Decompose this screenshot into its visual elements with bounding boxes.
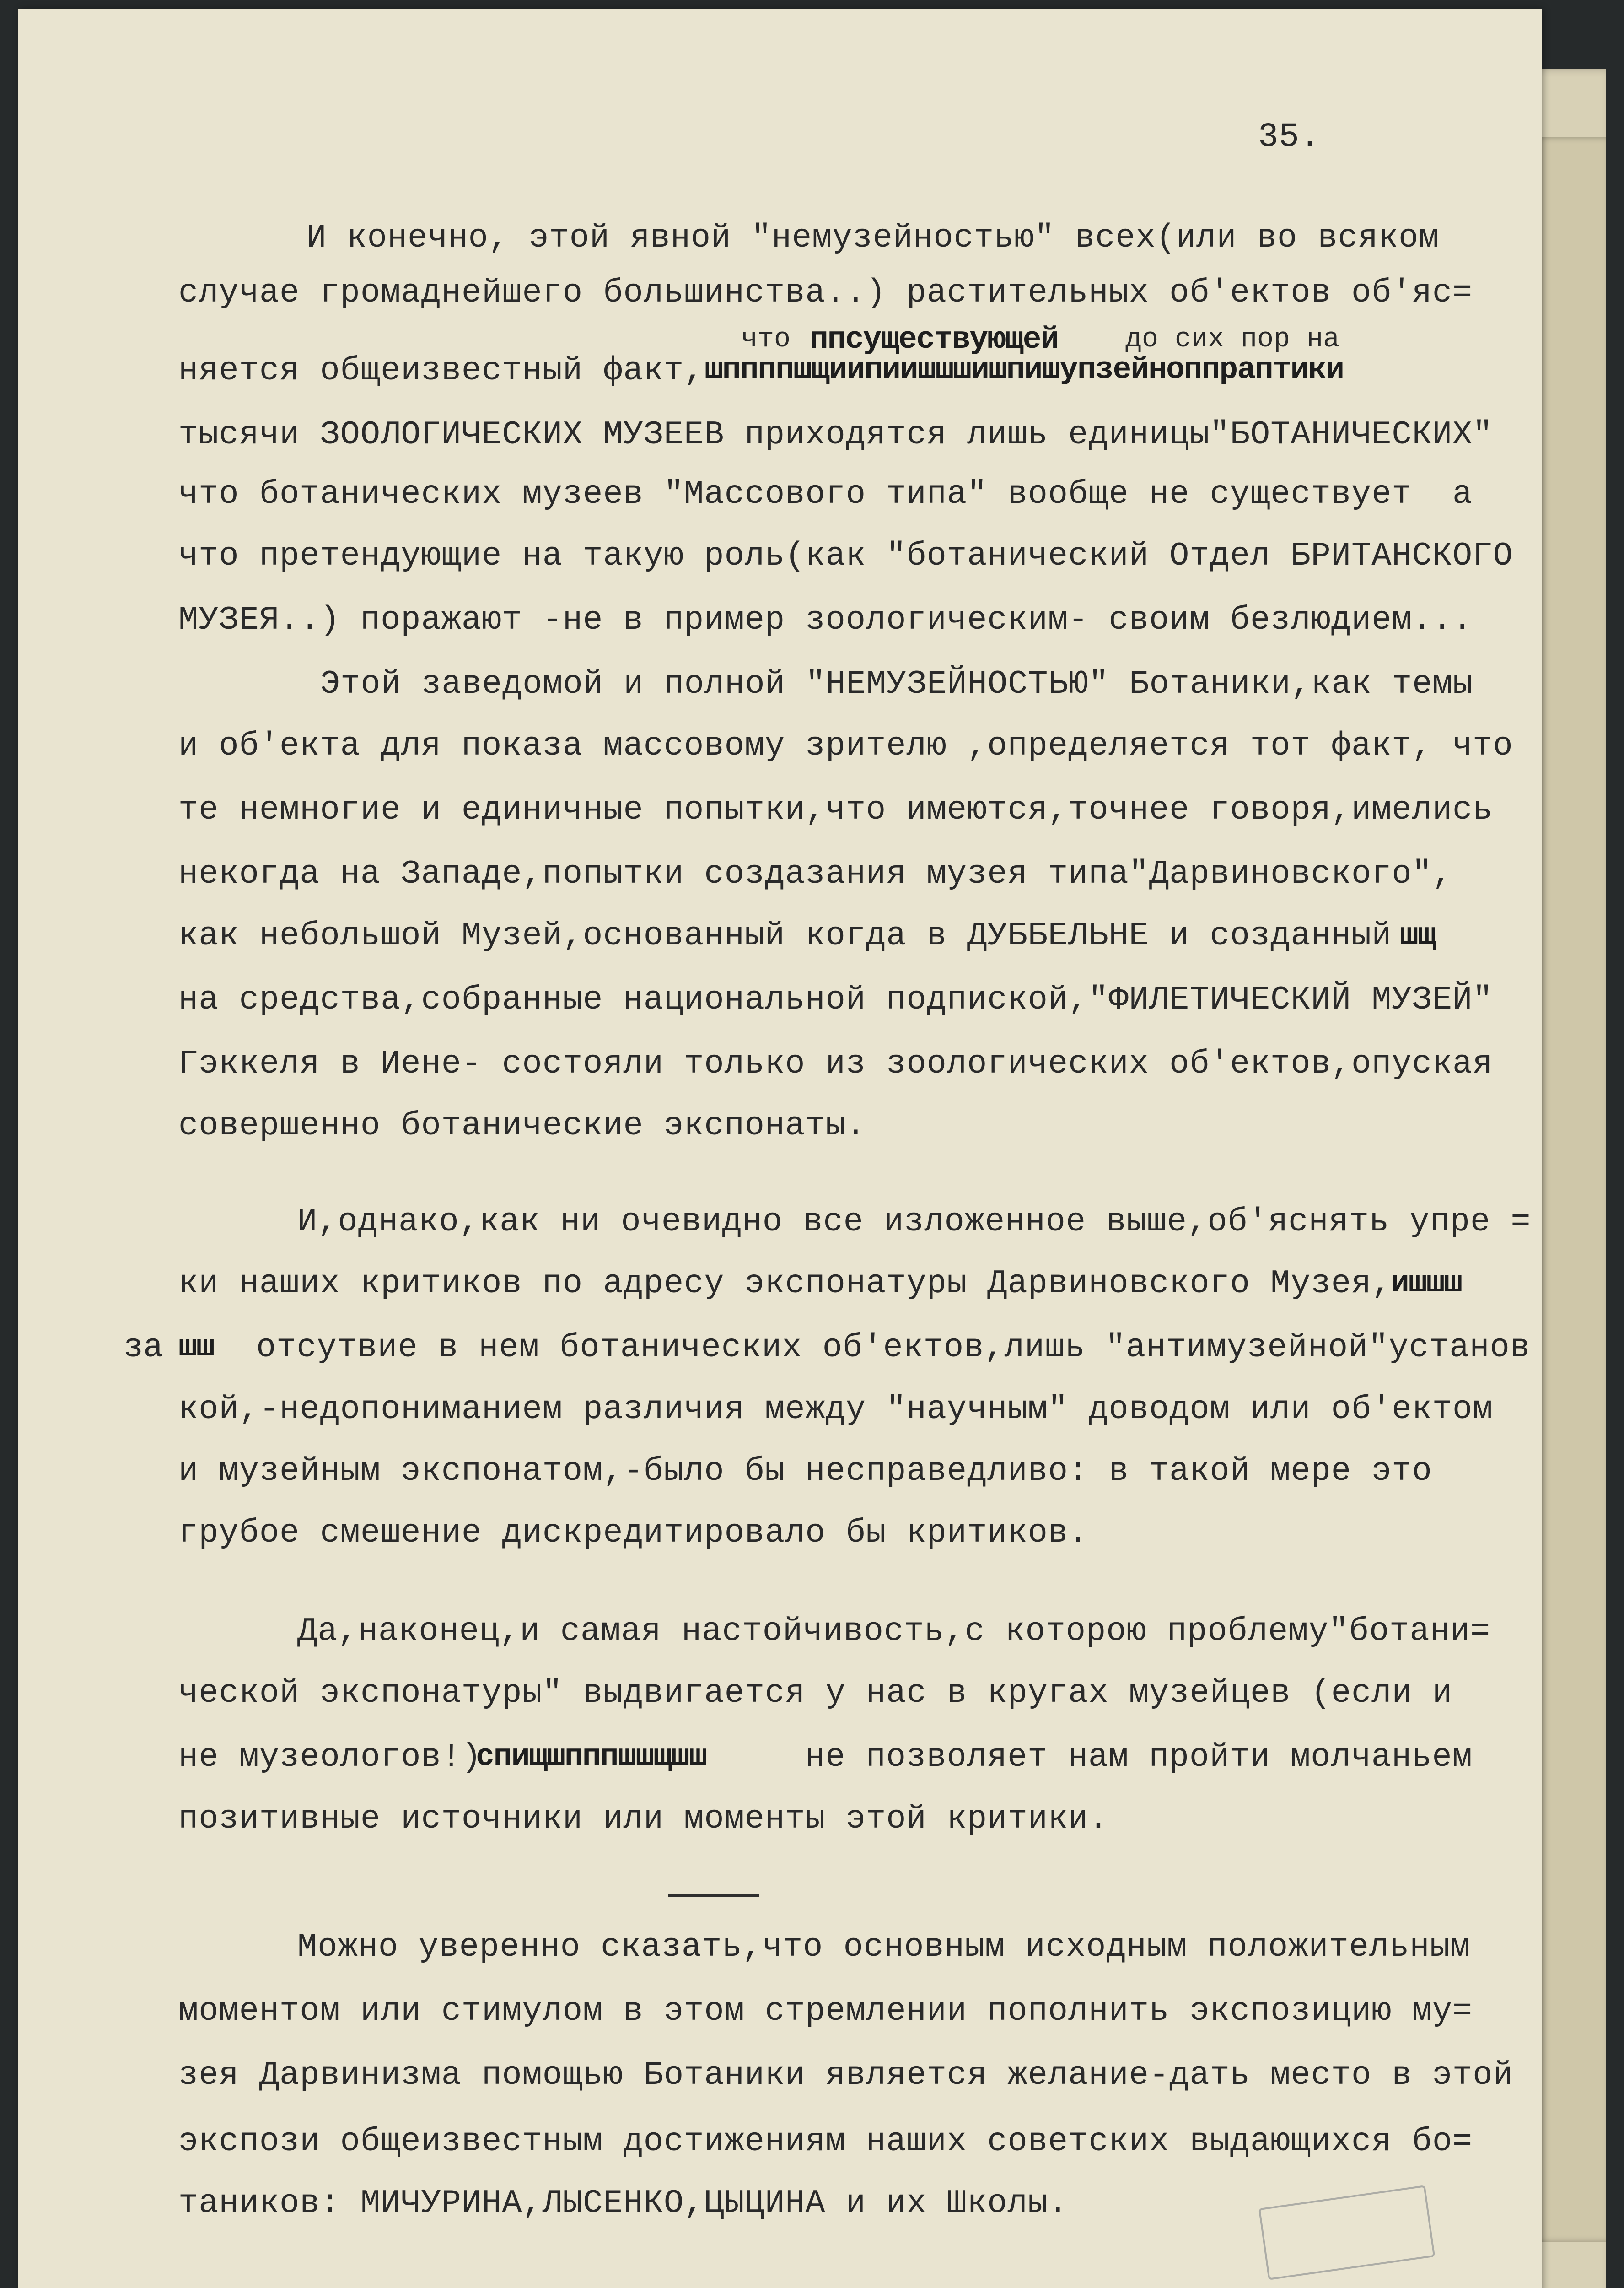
text-line-21: грубое смешение дискредитировало бы критиков. [178, 1514, 1089, 1552]
text-line-8: Этой заведомой и полной "НЕМУЗЕЙНОСТЬЮ" Ботаники,как темы [320, 665, 1473, 703]
text-line-20: и музейным экспонатом,-было бы несправедливо: в такой мере это [178, 1452, 1432, 1490]
typewritten-page [18, 9, 1542, 2288]
text-line-5: что ботанических музеев "Массового типа" вообще не существует а [178, 475, 1473, 513]
page-number: 35. [1258, 118, 1321, 156]
struck-text-line-24: спищшпппшшщшш [476, 1739, 707, 1775]
interlinear-insert-what: что [741, 324, 791, 355]
text-line-2: случае громаднейшего большинства..) растительных об'ектов об'яс= [178, 274, 1473, 312]
text-line-23: ческой экспонатуры" выдвигается у нас в кругах музейцев (если и [178, 1674, 1453, 1712]
struck-text-line-3: шппппшщиипиишшшишпишупзейноппраптики [704, 352, 1344, 388]
struck-interlinear: ппсуществующей [810, 322, 1059, 357]
text-line-10: те немногие и единичные попытки,что имеются,точнее говоря,имелись [178, 791, 1493, 829]
text-line-30: таников: МИЧУРИНА,ЛЫСЕНКО,ЦЫЦИНА и их Школы. [178, 2185, 1069, 2222]
text-line-3: няется общеизвестный факт, [178, 352, 704, 389]
text-line-9: и об'екта для показа массовому зрителю ,определяется тот факт, что [178, 727, 1513, 765]
text-line-18: отсутвие в нем ботанических об'ектов,лишь "антимузейной"установ [256, 1329, 1531, 1366]
text-line-19: кой,-недопониманием различия между "научным" доводом или об'ектом [178, 1391, 1493, 1428]
text-line-12: как небольшой Музей,основанный когда в ДУББЕЛЬНЕ и созданный [178, 917, 1392, 955]
struck-text-line-12: шщ [1400, 918, 1436, 953]
text-line-22: Да,наконец,и самая настойчивость,с которою проблему"ботани= [297, 1613, 1491, 1650]
underlying-sheet-2 [1537, 137, 1606, 2242]
text-line-24: не музеологов!) [178, 1738, 482, 1776]
faint-stamp [1258, 2185, 1435, 2280]
text-line-28: зея Дарвинизма помощью Ботаники является желание-дать место в этой [178, 2056, 1513, 2094]
text-line-27: моментом или стимулом в этом стремлении пополнить экспозицию му= [178, 1992, 1473, 2030]
text-line-1: И конечно, этой явной "немузейностью" всех(или во всяком [307, 219, 1439, 257]
section-divider [668, 1894, 759, 1897]
text-line-26: Можно уверенно сказать,что основным исходным положительным [297, 1928, 1471, 1966]
text-line-6: что претендующие на такую роль(как "ботанический Отдел БРИТАНСКОГО [178, 537, 1513, 575]
struck-text-line-17: ишшш [1391, 1266, 1462, 1301]
text-line-17: ки наших критиков по адресу экспонатуры Дарвиновского Музея, [178, 1265, 1392, 1302]
text-line-25: позитивные источники или моменты этой критики. [178, 1800, 1109, 1838]
text-line-13: на средства,собранные национальной подпиской,"ФИЛЕТИЧЕСКИЙ МУЗЕЙ" [178, 981, 1493, 1019]
text-line-29: экспози общеизвестным достижениям наших советских выдающихся бо= [178, 2123, 1473, 2160]
text-line-24-continued: не позволяет нам пройти молчаньем [805, 1738, 1473, 1776]
text-line-15: совершенно ботанические экспонаты. [178, 1107, 866, 1144]
struck-text-line-18: шш [178, 1330, 214, 1365]
text-line-16: И,однако,как ни очевидно все изложенное выше,об'яснять упре = [297, 1203, 1531, 1241]
interlinear-insert-until: до сих пор на [1125, 324, 1340, 355]
margin-insert-za: за [124, 1329, 163, 1366]
text-line-14: Гэккеля в Иене- состояли только из зоологических об'ектов,опуская [178, 1045, 1493, 1083]
text-line-11: некогда на Западе,попытки создазания музея типа"Дарвиновского", [178, 855, 1453, 893]
text-line-4: тысячи ЗООЛОГИЧЕСКИХ МУЗЕЕВ приходятся лишь единицы"БОТАНИЧЕСКИХ" [178, 416, 1493, 453]
text-line-7: МУЗЕЯ..) поражают -не в пример зоологическим- своим безлюдием... [178, 601, 1473, 639]
